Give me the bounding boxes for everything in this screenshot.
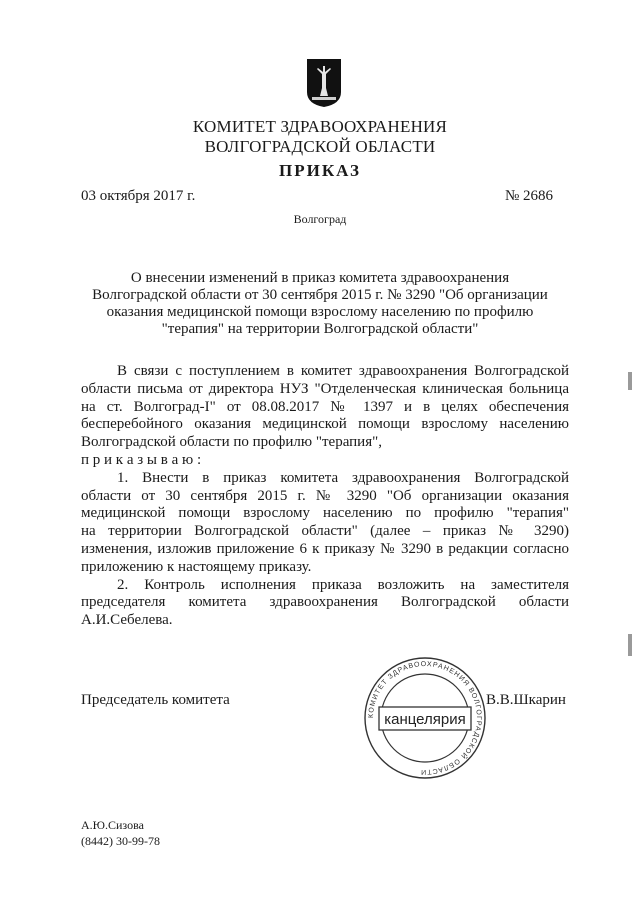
order-body (81, 363, 569, 630)
document-city: Волгоград (293, 212, 347, 226)
body-line: области письма от директора НУЗ "Отделенческая клиническая больница (81, 380, 569, 397)
body-line: области от 30 сентября 2015 г. № 3290 "Об организации оказания (81, 487, 569, 504)
subject-line: Волгоградской области от 30 сентября 2015 г. № 3290 "Об организации (92, 287, 548, 303)
body-line: медицинской помощи взрослому населению по профилю "терапия" (81, 505, 569, 522)
volgograd-emblem-icon (306, 58, 342, 108)
subject-line: оказания медицинской помощи взрослому населению по профилю (106, 304, 534, 320)
subject-line: "терапия" на территории Волгоградской области" (161, 321, 479, 337)
scan-edge-mark (628, 634, 632, 656)
org-name-line-1: КОМИТЕТ ЗДРАВООХРАНЕНИЯ (192, 117, 448, 136)
executor-name: А.Ю.Сизова (81, 818, 144, 832)
document-date: 03 октября 2017 г. (81, 188, 196, 204)
body-line: А.И.Себелева. (81, 612, 173, 629)
body-line: изменения, изложив приложение 6 к приказу № 3290 в редакции согласно (81, 540, 569, 557)
body-line: 2. Контроль исполнения приказа возложить на заместителя (117, 576, 569, 593)
body-line: бесперебойного оказания медицинской помощи взрослому населению (81, 416, 569, 433)
body-line: на территории Волгоградской области" (далее – приказ № 3290) (81, 523, 569, 540)
body-line: на ст. Волгоград-I" от 08.08.2017 № 1397 и в целях обеспечения (81, 398, 569, 415)
body-line: председателя комитета здравоохранения Волгоградской области (81, 594, 569, 611)
stamp-seal-icon (360, 655, 490, 781)
scan-edge-mark (628, 372, 632, 390)
document-title: ПРИКАЗ (279, 161, 361, 180)
stamp-center-text: канцелярия (384, 711, 466, 728)
body-line: 1. Внести в приказ комитета здравоохранения Волгоградской (117, 469, 569, 486)
executor-phone: (8442) 30-99-78 (81, 834, 160, 848)
office-stamp (360, 655, 490, 781)
emblem (306, 58, 342, 108)
subject-line: О внесении изменений в приказ комитета здравоохранения (130, 270, 510, 286)
signatory-name: В.В.Шкарин (486, 692, 566, 708)
body-line: В связи с поступлением в комитет здравоохранения Волгоградской (117, 363, 569, 379)
order-directive: п р и к а з ы в а ю : (81, 451, 202, 468)
stamp-ring-text: КОМИТЕТ ЗДРАВООХРАНЕНИЯ ВОЛГОГРАДСКОЙ ОБЛАСТИ (367, 660, 483, 776)
body-line: Волгоградской области по профилю "терапия", (81, 434, 382, 451)
body-line: приложению к настоящему приказу. (81, 558, 312, 575)
signatory-position: Председатель комитета (81, 692, 230, 708)
org-name-line-2: ВОЛГОГРАДСКОЙ ОБЛАСТИ (204, 137, 436, 156)
document-number: № 2686 (505, 188, 554, 204)
order-subject (60, 270, 580, 338)
